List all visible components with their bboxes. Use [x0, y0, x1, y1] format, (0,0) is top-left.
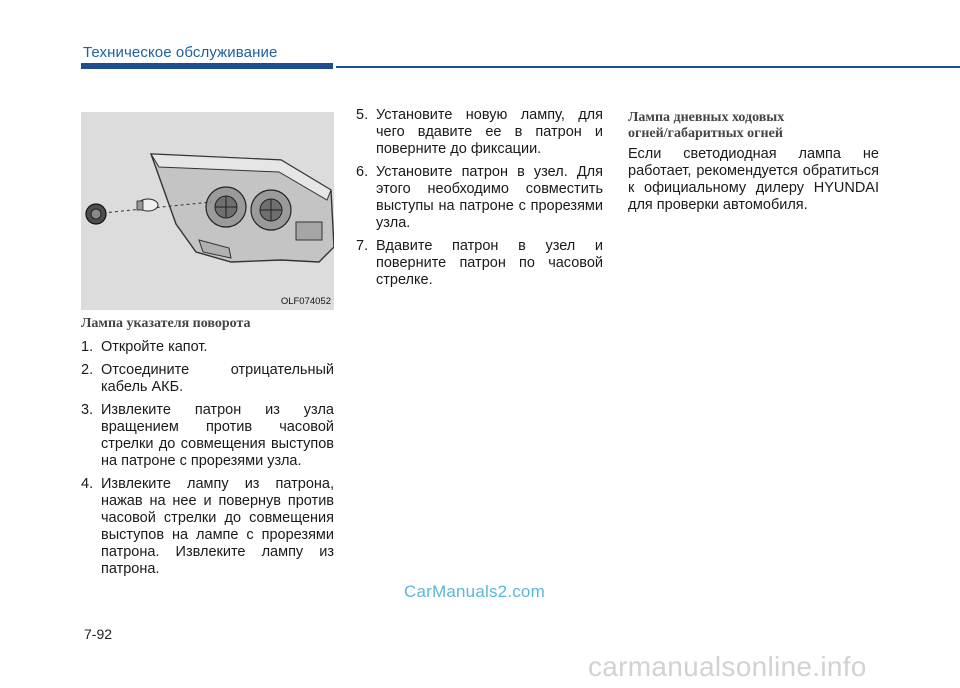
list-item — [81, 402, 334, 470]
drl-heading-line-1: Лампа дневных ходовых — [628, 110, 785, 125]
step-number: 4. — [81, 476, 94, 492]
list-item — [356, 107, 603, 158]
step-number: 1. — [81, 339, 94, 355]
step-text: Установите патрон в узел. Для этого необходимо совместить выступы на патроне с прорезями узла. — [376, 164, 603, 231]
column-middle — [356, 107, 603, 295]
turn-signal-heading: Лампа указателя поворота — [81, 316, 251, 331]
column-right — [628, 146, 879, 214]
steps-list-middle — [356, 107, 603, 289]
header-rule-thin — [336, 66, 960, 68]
watermark-carmanuals[interactable]: CarManuals2.com — [404, 582, 545, 601]
page-number: 7-92 — [84, 626, 113, 642]
figure-code: OLF074052 — [280, 296, 331, 307]
step-text: Извлеките патрон из узла вращением против часовой стрелки до совмещения выступов на патроне с прорезями узла. — [101, 402, 334, 469]
step-number: 5. — [356, 107, 369, 123]
steps-list-left — [81, 339, 334, 578]
step-text: Откройте капот. — [101, 339, 208, 355]
list-item — [81, 339, 334, 356]
drl-heading-line-2: огней/габаритных огней — [628, 126, 783, 141]
list-item — [81, 362, 334, 396]
step-number: 2. — [81, 362, 94, 378]
step-text: Установите новую лампу, для чего вдавите ее в патрон и поверните до фиксации. — [376, 107, 603, 157]
list-item — [356, 164, 603, 232]
watermark-online[interactable]: carmanualsonline.info — [588, 651, 867, 682]
step-text: Извлеките лампу из патрона, нажав на нее и повернув против часовой стрелки до совмещения выступов на лампе с прорезями патрона. Извлеките лампу из патрона. — [101, 476, 334, 577]
column-left — [81, 339, 334, 584]
step-number: 7. — [356, 238, 369, 254]
headlamp-illustration — [81, 112, 334, 310]
step-text: Вдавите патрон в узел и поверните патрон по часовой стрелке. — [376, 238, 603, 288]
headlamp-figure — [81, 112, 334, 310]
drl-heading — [628, 110, 784, 142]
list-item — [356, 238, 603, 289]
list-item — [81, 476, 334, 578]
step-number: 3. — [81, 402, 94, 418]
step-number: 6. — [356, 164, 369, 180]
header-rule-thick — [81, 63, 333, 69]
drl-paragraph: Если светодиодная лампа не работает, рекомендуется обратиться к официальному дилеру HYUNDAI для проверки автомобиля. — [628, 146, 879, 213]
section-title: Техническое обслуживание — [83, 44, 278, 61]
step-text: Отсоедините отрицательный кабель АКБ. — [101, 362, 334, 395]
